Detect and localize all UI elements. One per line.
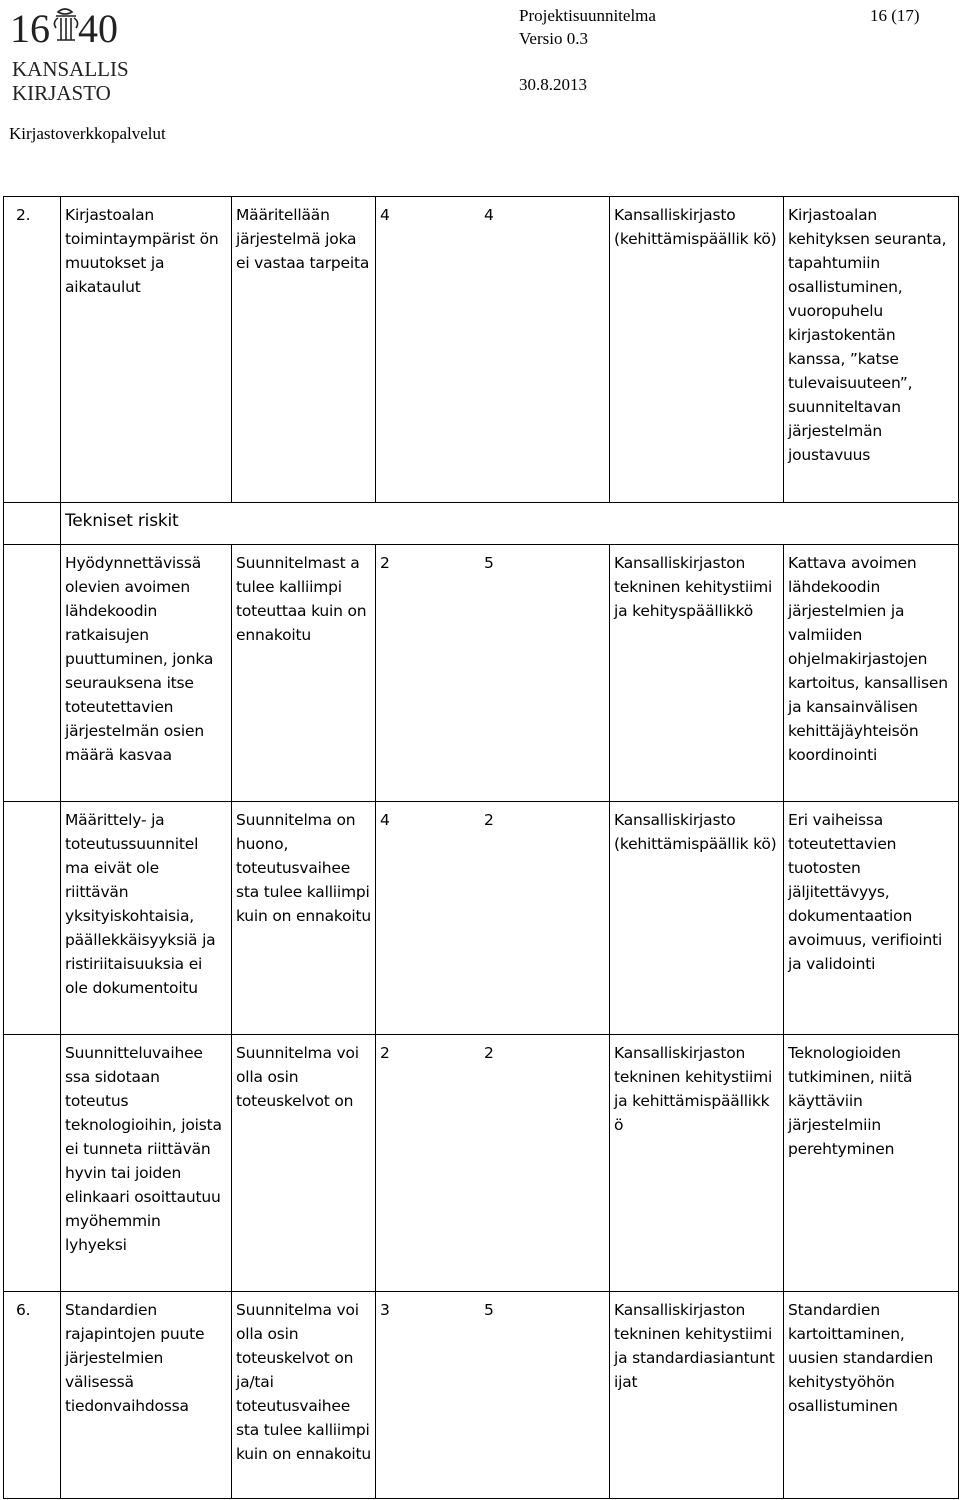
risk-impact: 2 — [484, 1044, 494, 1062]
risk-impact: 5 — [484, 1301, 494, 1319]
risk-description: Kirjastoalan toimintaympärist ön muutokset ja aikataulut — [61, 197, 232, 503]
risk-table — [3, 196, 959, 1499]
risk-consequence: Suunnitelma on huono, toteutusvaihee sta tulee kalliimpi kuin on ennakoitu — [232, 802, 376, 1035]
risk-number: 6. — [4, 1292, 61, 1499]
risk-number: 2. — [4, 197, 61, 503]
table-row — [4, 197, 959, 503]
section-row — [4, 503, 959, 545]
risk-measures: Standardien kartoittaminen, uusien standardien kehitystyöhön osallistuminen — [784, 1292, 959, 1499]
logo-line2: KIRJASTO — [12, 81, 111, 105]
risk-measures: Kirjastoalan kehityksen seuranta, tapahtumiin osallistuminen, vuoropuhelu kirjastokentän kanssa, ”katse tulevaisuuteen”, suunniteltavan järjestelmän joustavuus — [784, 197, 959, 503]
risk-impact: 5 — [484, 554, 494, 572]
risk-owner: Kansalliskirjasto (kehittämispäällik kö) — [610, 802, 784, 1035]
risk-measures: Eri vaiheissa toteutettavien tuotosten jäljitettävyys, dokumentaation avoimuus, verifiointi ja validointi — [784, 802, 959, 1035]
risk-probability: 2 — [380, 554, 390, 572]
risk-rating — [376, 1292, 610, 1499]
page-number: 16 (17) — [870, 6, 920, 25]
risk-probability: 4 — [380, 206, 390, 224]
risk-rating — [376, 802, 610, 1035]
document-date: 30.8.2013 — [519, 75, 587, 94]
svg-text:16: 16 — [10, 6, 50, 51]
risk-description: Standardien rajapintojen puute järjestelmien välisessä tiedonvaihdossa — [61, 1292, 232, 1499]
risk-rating — [376, 1035, 610, 1292]
table-row — [4, 1035, 959, 1292]
risk-rating — [376, 197, 610, 503]
risk-rating — [376, 545, 610, 802]
section-title — [61, 503, 959, 545]
logo-line1: KANSALLIS — [12, 57, 129, 81]
risk-probability: 4 — [380, 811, 390, 829]
risk-owner: Kansalliskirjaston tekninen kehitystiimi ja kehittämispäällikk ö — [610, 1035, 784, 1292]
library-logo — [8, 4, 138, 108]
department-name: Kirjastoverkkopalvelut — [9, 124, 166, 143]
risk-impact: 4 — [484, 206, 494, 224]
section-title-text: Tekniset riskit — [65, 511, 179, 531]
risk-measures: Teknologioiden tutkiminen, niitä käyttäviin järjestelmiin perehtyminen — [784, 1035, 959, 1292]
risk-description: Suunnitteluvaihee ssa sidotaan toteutus teknologioihin, joista ei tunneta riittävän hyvin tai joiden elinkaari osoittautuu myöhemmin lyhyeksi — [61, 1035, 232, 1292]
risk-probability: 3 — [380, 1301, 390, 1319]
risk-number — [4, 1035, 61, 1292]
table-row — [4, 545, 959, 802]
risk-consequence: Suunnitelma voi olla osin toteuskelvot on ja/tai toteutusvaihee sta tulee kalliimpi kuin on ennakoitu — [232, 1292, 376, 1499]
risk-consequence: Suunnitelmast a tulee kalliimpi toteuttaa kuin on ennakoitu — [232, 545, 376, 802]
risk-owner: Kansalliskirjasto (kehittämispäällik kö) — [610, 197, 784, 503]
risk-description: Määrittely- ja toteutussuunnitel ma eivät ole riittävän yksityiskohtaisia, päällekkäisyyksiä ja ristiriitaisuuksia ei ole dokumentoitu — [61, 802, 232, 1035]
risk-number — [4, 545, 61, 802]
risk-owner: Kansalliskirjaston tekninen kehitystiimi ja kehityspäällikkö — [610, 545, 784, 802]
risk-number — [4, 802, 61, 1035]
risk-owner: Kansalliskirjaston tekninen kehitystiimi ja standardiasiantunt ijat — [610, 1292, 784, 1499]
risk-consequence: Määritellään järjestelmä joka ei vastaa tarpeita — [232, 197, 376, 503]
table-row — [4, 802, 959, 1035]
risk-probability: 2 — [380, 1044, 390, 1062]
risk-measures: Kattava avoimen lähdekoodin järjestelmien ja valmiiden ohjelmakirjastojen kartoitus, kansallisen ja kansainvälisen kehittäjäyhteisön koordinointi — [784, 545, 959, 802]
svg-text:40: 40 — [78, 6, 118, 51]
table-row — [4, 1292, 959, 1499]
risk-description: Hyödynnettävissä olevien avoimen lähdekoodin ratkaisujen puuttuminen, jonka seurauksena itse toteutettavien järjestelmän osien määrä kasvaa — [61, 545, 232, 802]
document-version: Versio 0.3 — [519, 29, 588, 48]
document-title: Projektisuunnitelma — [519, 6, 656, 25]
risk-consequence: Suunnitelma voi olla osin toteuskelvot on — [232, 1035, 376, 1292]
risk-impact: 2 — [484, 811, 494, 829]
